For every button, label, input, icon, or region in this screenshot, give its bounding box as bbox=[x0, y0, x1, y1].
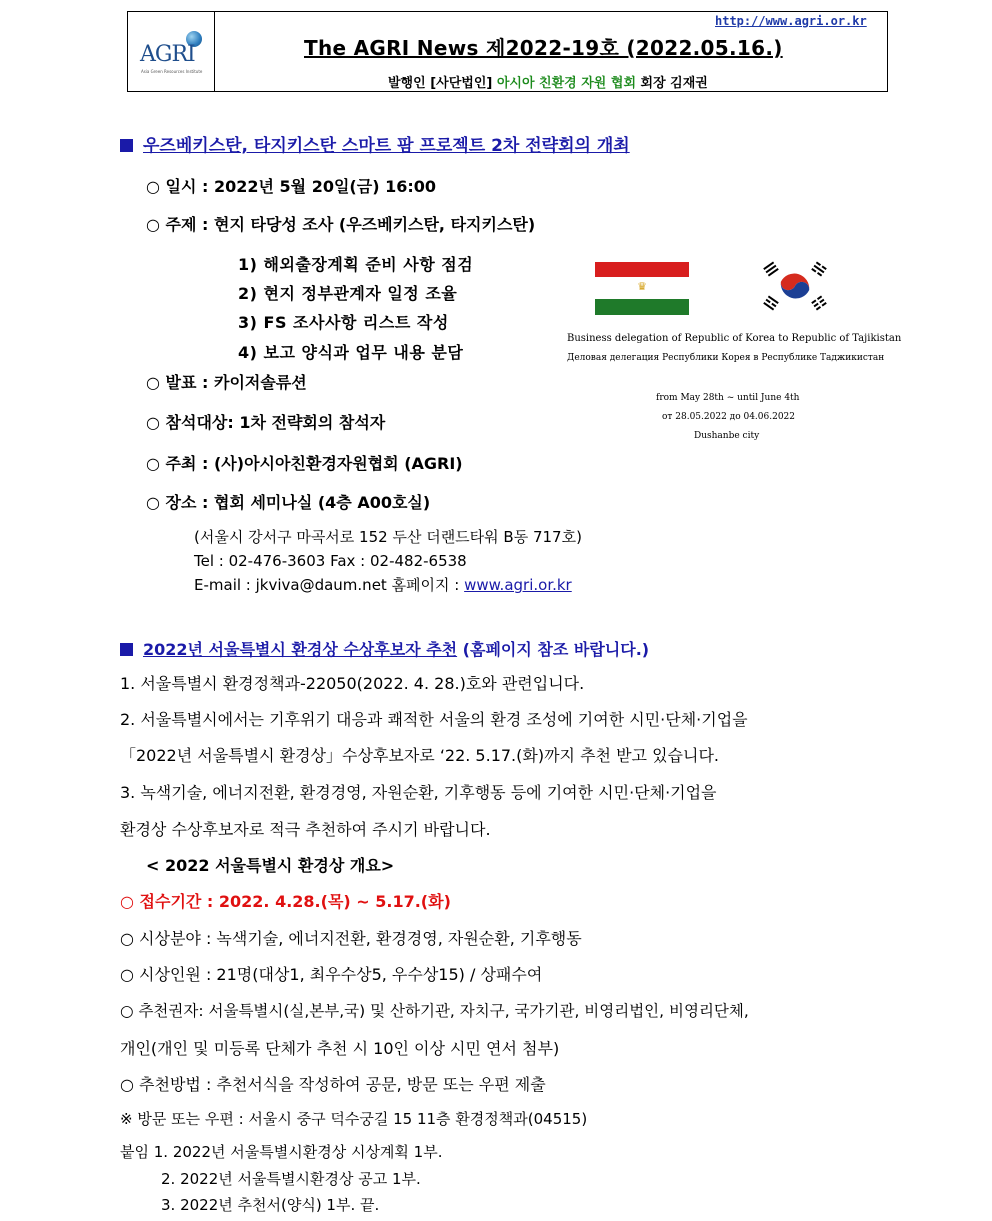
tajikistan-flag bbox=[595, 262, 689, 317]
crown-icon: ♛ bbox=[637, 280, 647, 293]
meeting-host: ○ 주최 : (사)아시아친환경자원협회 (AGRI) bbox=[146, 454, 463, 473]
logo-text: AGRI bbox=[140, 42, 195, 67]
newsletter-title: The AGRI News 제2022-19호 (2022.05.16.) bbox=[304, 36, 783, 60]
caption-dates-en: from May 28th ~ until June 4th bbox=[656, 393, 800, 403]
recommender: ○ 추천권자: 서울특별시(실,본부,국) 및 산하기관, 자치구, 국가기관, 비영리법인, 비영리단체, bbox=[120, 1002, 749, 1020]
paragraph: 환경상 수상후보자로 적극 추천하여 주시기 바랍니다. bbox=[120, 820, 491, 839]
meeting-presenter: ○ 발표 : 카이저솔류션 bbox=[146, 373, 307, 392]
attachment-item: 붙임 1. 2022년 서울특별시환경상 시상계획 1부. bbox=[120, 1143, 443, 1161]
meeting-attendees: ○ 참석대상: 1차 전략회의 참석자 bbox=[146, 413, 386, 432]
publisher-suffix: 회장 김재권 bbox=[636, 76, 708, 91]
logo-subtext: Asia Green Resources Institute bbox=[141, 69, 203, 74]
header-url-link[interactable]: http://www.agri.or.kr bbox=[715, 14, 867, 28]
meeting-topic: ○ 주제 : 현지 타당성 조사 (우즈베키스탄, 타지키스탄) bbox=[146, 215, 536, 234]
meeting-venue: ○ 장소 : 협회 세미나실 (4층 A00호실) bbox=[146, 493, 431, 512]
recommend-method: ○ 추천방법 : 추천서식을 작성하여 공문, 방문 또는 우편 제출 bbox=[120, 1075, 546, 1094]
korea-flag bbox=[762, 258, 828, 314]
publisher-org: 아시아 친환경 자원 협회 bbox=[496, 76, 637, 91]
topic-subitem: 1) 해외출장계획 준비 사항 점검 bbox=[238, 255, 474, 274]
section2-title-text: 2022년 서울특별시 환경상 수상후보자 추천 bbox=[143, 640, 458, 659]
topic-subitem: 2) 현지 정부관계자 일정 조율 bbox=[238, 284, 458, 303]
section1-title-text: 우즈베키스탄, 타지키스탄 스마트 팜 프로젝트 2차 전략회의 개최 bbox=[143, 136, 630, 156]
caption-russian: Деловая делегация Республики Корея в Республике Таджикистан bbox=[567, 353, 885, 363]
caption-dates-ru: от 28.05.2022 до 04.06.2022 bbox=[662, 412, 796, 422]
overview-title: < 2022 서울특별시 환경상 개요> bbox=[146, 856, 395, 875]
agri-logo bbox=[128, 12, 215, 91]
square-bullet-icon bbox=[120, 139, 133, 152]
homepage-link[interactable]: www.agri.or.kr bbox=[464, 576, 572, 594]
paragraph: 「2022년 서울특별시 환경상」수상후보자로 ‘22. 5.17.(화)까지 추천 받고 있습니다. bbox=[120, 746, 719, 765]
venue-address: (서울시 강서구 마곡서로 152 두산 더랜드타워 B동 717호) bbox=[194, 528, 582, 546]
attachment-item: 3. 2022년 추천서(양식) 1부. 끝. bbox=[161, 1196, 380, 1214]
contact-phone-fax: Tel : 02-476-3603 Fax : 02-482-6538 bbox=[194, 552, 467, 570]
paragraph: 1. 서울특별시 환경정책과-22050(2022. 4. 28.)호와 관련입니다. bbox=[120, 674, 585, 693]
publisher-line bbox=[388, 72, 708, 91]
meeting-date: ○ 일시 : 2022년 5월 20일(금) 16:00 bbox=[146, 177, 437, 196]
publisher-prefix: 발행인 [사단법인] bbox=[388, 76, 497, 91]
contact-email bbox=[194, 574, 572, 595]
topic-subitem: 3) FS 조사사항 리스트 작성 bbox=[238, 313, 449, 332]
section2-title bbox=[120, 637, 649, 660]
submission-period: ○ 접수기간 : 2022. 4.28.(목) ~ 5.17.(화) bbox=[120, 892, 451, 911]
paragraph: 3. 녹색기술, 에너지전환, 환경경영, 자원순환, 기후행동 등에 기여한 시민·단체·기업을 bbox=[120, 783, 717, 802]
paragraph: 2. 서울특별시에서는 기후위기 대응과 쾌적한 서울의 환경 조성에 기여한 시민·단체·기업을 bbox=[120, 710, 748, 729]
section1-title bbox=[120, 131, 630, 156]
attachment-item: 2. 2022년 서울특별시환경상 공고 1부. bbox=[161, 1170, 421, 1188]
topic-subitem: 4) 보고 양식과 업무 내용 분담 bbox=[238, 343, 464, 362]
caption-city: Dushanbe city bbox=[694, 431, 760, 441]
newsletter-header bbox=[127, 11, 888, 92]
section2-title-note: (홈페이지 참조 바랍니다.) bbox=[457, 640, 650, 659]
square-bullet-icon bbox=[120, 643, 133, 656]
mail-note: ※ 방문 또는 우편 : 서울시 중구 덕수궁길 15 11층 환경정책과(04515) bbox=[120, 1110, 588, 1128]
award-field: ○ 시상분야 : 녹색기술, 에너지전환, 환경경영, 자원순환, 기후행동 bbox=[120, 929, 582, 948]
award-count: ○ 시상인원 : 21명(대상1, 최우수상5, 우수상15) / 상패수여 bbox=[120, 965, 543, 984]
caption-english: Business delegation of Republic of Korea to Republic of Tajikistan bbox=[567, 333, 902, 344]
email-label: E-mail : jkviva@daum.net 홈페이지 : bbox=[194, 576, 465, 594]
recommender-continued: 개인(개인 및 미등록 단체가 추천 시 10인 이상 시민 연서 첨부) bbox=[120, 1039, 560, 1058]
